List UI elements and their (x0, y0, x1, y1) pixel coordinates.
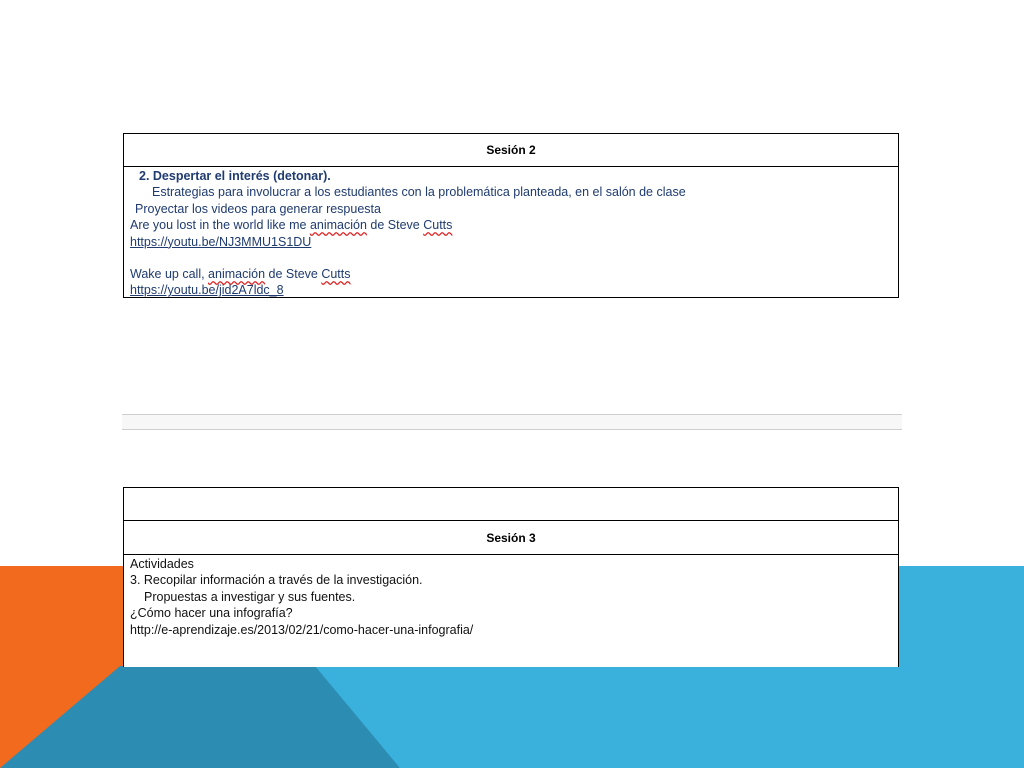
session-3-header (124, 521, 898, 555)
activities-label: Actividades (130, 557, 194, 571)
video-2-link[interactable]: https://youtu.be/jid2A7ldc_8 (130, 283, 284, 298)
session-2-strategy: Estrategias para involucrar a los estudiantes con la problemática planteada, en el salón de clase (152, 185, 686, 200)
session-2-content (124, 167, 898, 299)
step-3-text: 3. Recopilar información a través de la investigación. (130, 573, 423, 588)
table-divider (122, 414, 902, 430)
session-2-title: Sesión 2 (486, 143, 536, 157)
spellcheck-word: Cutts (321, 267, 351, 282)
session-2-table (123, 133, 899, 298)
video-1-link[interactable]: https://youtu.be/NJ3MMU1S1DU (130, 234, 312, 249)
infographic-question: ¿Cómo hacer una infografía? (130, 606, 293, 621)
session-3-content (124, 555, 898, 638)
video-2-description: Wake up call, animación de Steve Cutts (130, 267, 351, 282)
session-2-project: Proyectar los videos para generar respuesta (135, 201, 381, 216)
empty-header-row (124, 488, 898, 521)
session-2-heading: 2. Despertar el interés (detonar). (139, 169, 331, 183)
spellcheck-word: animación (208, 267, 266, 282)
session-3-table (123, 487, 899, 667)
infographic-url[interactable]: http://e-aprendizaje.es/2013/02/21/como-hacer-una-infografia/ (130, 622, 474, 637)
session-2-header (124, 134, 898, 167)
session-3-title: Sesión 3 (486, 530, 536, 545)
spellcheck-word: animación (309, 218, 367, 233)
proposals-text: Propuestas a investigar y sus fuentes. (144, 589, 356, 604)
video-1-description: Are you lost in the world like me animación de Steve Cutts (130, 218, 453, 233)
spellcheck-word: Cutts (423, 218, 453, 233)
